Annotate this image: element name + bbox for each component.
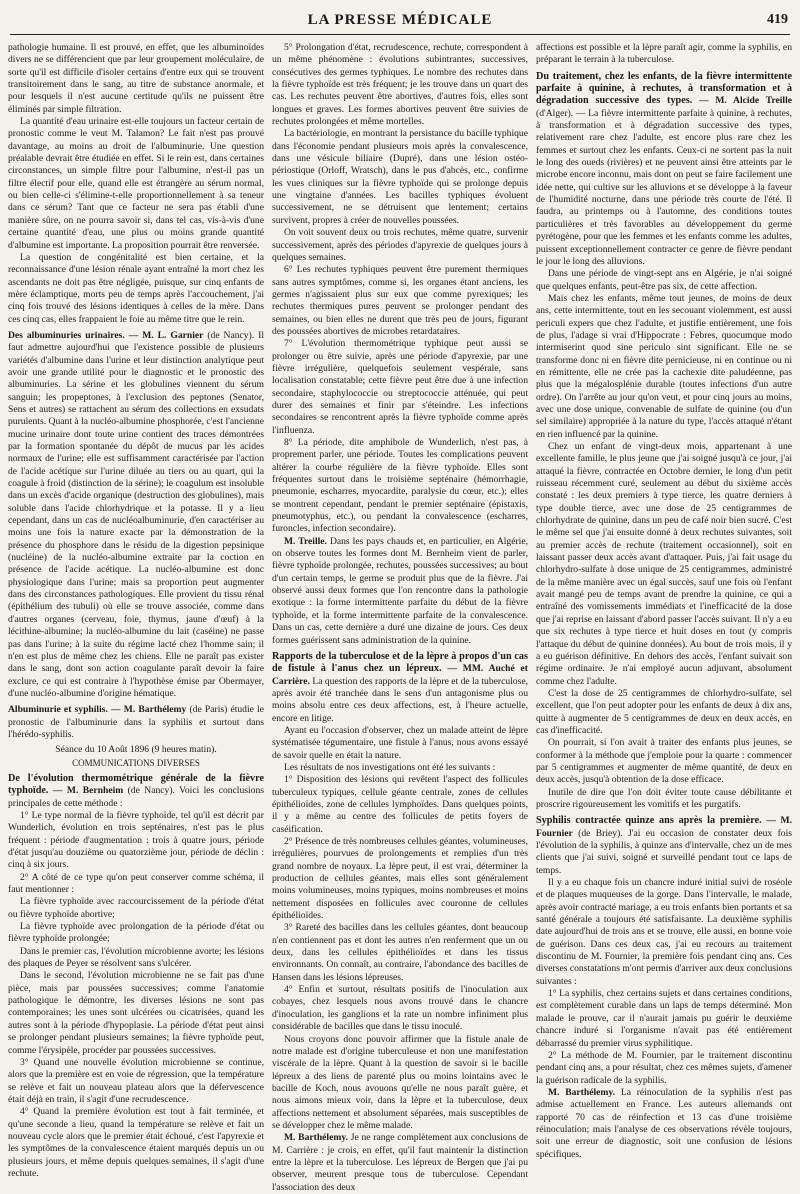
section-text: La réinoculation de la syphilis n'est pas admise actuellement en France. Les auteurs allemands ont rapporté 70 cas de réinfection et 13 cas d'une troisième réinoculation; mais l'analyse de ces observations révèle toujours, soit une erreur de diagnostic, soit une confusion de lésions spécifiques. xyxy=(536,1086,792,1160)
section-author: — M. L. Garnier xyxy=(128,329,204,341)
section-heading: M. Treille. xyxy=(284,535,327,547)
paragraph: 1° Disposition des lésions qui revêtent l'aspect des follicules tuberculeux typiques, cellule géante centrale, zones de cellules épithélioïdes, zone de cellules lymphoïdes. Dans quelques points, il y a même au centre des follicules de petits foyers de caséification. xyxy=(272,774,528,835)
section-author: — M. Bernheim xyxy=(52,785,124,797)
section-text: Je ne range complètement aux conclusions de M. Carrière : je crois, en effet, qu'il faut maintenir la distinction entre la lèpre et la tuberculose. Les lépreux de Bergen que j'ai pu observer, meurent presque tous de tuberculose. Cependant l'association des deux xyxy=(272,1132,528,1193)
section-text: (d'Alger). — La fièvre intermittente parfaite à quinine, à rechutes, à transformation et à dégradation successive des types, relativement rare chez l'adulte, est encore plus rare chez les femmes et surtout chez les enfants. Ceux-ci ne sortent pas la nuit le long des oueds (rivières) et ne peuvent ainsi être atteints par le microbe encore inconnu, mais dont on peut se faire facilement une idée nette, qui cultive sur les alluvions et se développe à la faveur de l'humidité nocturne, dans une période très courte de l'été. Il faudra, au printemps ou à l'automne, des conditions toutes particulières et très favorables au développement du germe pyrétogène, pour que les femmes et les enfants comme les adultes, puissent exceptionnellement contracter ce genre de fièvre pendant le jour le long des alluvions. xyxy=(536,107,792,267)
list-item: 2° A côté de ce type qu'on peut conserver comme schéma, il faut mentionner : xyxy=(8,871,264,896)
list-item: Dans le premier cas, l'évolution microbienne avorte; les lésions des plaques de Peyer se résolvent sans s'ulcérer. xyxy=(8,945,264,970)
section-heading: Albuminurie et syphilis. xyxy=(8,704,108,716)
paragraph: Il y a eu chaque fois un chancre induré initial suivi de roséole et de plaques muqueuses de la gorge. Dans l'intervalle, le malade, après avoir contracté mariage, a eu trois enfants bien portants et sa santé générale a toujours été satisfaisante. La deuxième syphilis date aujourd'hui de trois ans et se trouve, elle aussi, en bonne voie de guérison. Dans ces deux cas, j'ai eu recours au traitement discontinu de M. Fournier, la première fois pendant cinq ans. Ces diverses constatations m'ont permis d'arriver aux deux conclusions suivantes : xyxy=(536,877,792,987)
section-heading: Des albuminuries urinaires. xyxy=(8,329,125,341)
section-text: (de Briey). J'ai eu occasion de constater deux fois l'évolution de la syphilis, à quinze ans d'intervalle, chez un de mes clients que j'ai suivi, soigné et surveillé pendant tout ce laps de temps. xyxy=(536,827,792,876)
column-2 xyxy=(272,42,528,1193)
list-item: La fièvre typhoïde avec prolongation de la période d'état ou fièvre typhoïde prolongée; xyxy=(8,921,264,945)
section-author: — M. Barthélemy xyxy=(111,704,187,716)
paragraph: C'est la dose de 25 centigrammes de chlorhydro-sulfate, sel excellent, que l'on peut adopter pour les enfants de deux à dix ans, quitte à augmenter de 5 centigrammes de deux en deux accès, en cas d'inefficacité. xyxy=(536,687,792,736)
paragraph: 7° L'évolution thermométrique typhique peut aussi se prolonger ou être suivie, après une période d'apyrexie, par une fièvre irrégulière, quelquefois seulement vespérale, sans localisation constatable; cette fièvre peut être due à une infection secondaire, staphylococcie ou streptococcie atténuée, qui peut durer des semaines et finir par s'éteindre. Les infections secondaires se rencontrent après la fièvre typhoïde comme après l'influenza. xyxy=(272,338,528,436)
section-heading: M. Barthélemy. xyxy=(548,1086,616,1098)
section-author: — M. Alcide Treille xyxy=(699,95,793,107)
list-item: 3° Quand une nouvelle évolution microbienne se continue, alors que la première est en voie de régression, que la température se relève et fait un nouveau plateau alors que la défervescence était déjà en train, il s'agit d'une recrudescence. xyxy=(8,1056,264,1105)
section-text: (de Nancy). Il faut admettre aujourd'hui que l'existence possible de plusieurs variétés d'albumine dans l'urine et leur distinction analytique peut avoir une grande utilité pour le diagnostic et le pronostic des albuminuries. La sérine et les globulines viennent du sérum sanguin; les propeptones, à l'exclusion des peptones (Senator, Sens et autres) se rattachent au sérum des collections en exsudats purulents. Quant à la nucléo-albumine phosphorée, c'est l'ancienne mucine urinaire dont toute urine contient des traces démontrées par la formation spontanée du dépôt de mucus par les acides normaux de l'urine; elle est suffisamment caractérisée par l'action de l'acide acétique sur l'urine diluée au tiers ou au quart, qui la coagule à froid (distinction de la sérine); le coagulum est insoluble dans un excès d'acide organique (destruction des globulines), mais soluble dans l'acide chlorhydrique et la potasse. Il y a lieu cependant, dans un cas de nucléoalbuminurie, d'en caractériser au moins une fois la nature exacte par la démonstration de la présence du phosphore dans le résidu de la digestion pepsinique (nucléine) de la nucléo-albumine extraite par la coction en présence de l'acide acétique. La nucléo-albumine est donc physiologique dans l'urine; mais sa proportion peut augmenter dans des circonstances pathologiques. Elle provient du tissu rénal (épithélium des tubuli) où elle se trouve associée, comme dans d'autres organes (cerveau, foie, thymus, jaune d'œuf) à la lécithine-albumine; la nucléo-albumine du lait (caséine) ne passe pas dans l'urine; à la suite du régime lacté chez l'homme sain; il n'en est plus de même chez les chiens. Elle ne paraît pas exister dans le sang, dont son action coagulante paraît devoir la faire exclure, ce qui est contraire à l'hypothèse émise par Obermayer, d'une nucléo-albumine d'origine hématique. xyxy=(8,329,264,699)
section-heading: Syphilis contractée quinze ans après la première. xyxy=(536,815,762,827)
paragraph: On voit souvent deux ou trois rechutes, même quatre, survenir successivement, après des périodes d'apyrexie de quelques jours à quelques semaines. xyxy=(272,227,528,263)
rubric: COMMUNICATIONS DIVERSES xyxy=(72,757,200,768)
section-heading: De l'évolution thermométrique générale de la fièvre typhoïde. xyxy=(8,772,264,797)
list-item: 1° Le type normal de la fièvre typhoïde, tel qu'il est décrit par Wunderlich, évolution en trois septénaires, n'est pas le plus fréquent : période d'augmentation : trois à quatre jours, période d'état jusqu'au douzième ou quatorzième jour, période de déclin : cinq à six jours. xyxy=(8,809,264,871)
section-barthelemy-2 xyxy=(536,1087,792,1161)
section-author: — M. Fournier xyxy=(536,815,792,839)
paragraph: affections est possible et la lèpre paraît agir, comme la syphilis, en préparant le terrain à la tuberculose. xyxy=(536,42,792,66)
column-3 xyxy=(536,42,793,1160)
journal-title: LA PRESSE MÉDICALE xyxy=(307,12,493,28)
paragraph: Mais chez les enfants, même tout jeunes, de moins de deux ans, cette intermittente, tout en les secouant violemment, est aussi periculi expers que chez l'adulte, et justifie entièrement, une fois de plus, l'adage si vrai d'Hippocrate : Febres, quocumque modo intermiserint quod sine periculo sint significant. Elle ne se transforme donc ni en fièvre dite pernicieuse, ni en continue ou ni en rémittente, elle ne crée pas la cachexie dite paludéenne, pas plus que la mégalosplénie durable (toutes infections d'un autre ordre). On l'arrête au jour qu'on veut, et pour cinq jours au moins, avec une dose unique, convenable de sulfate de quinine (ou d'un sel similaire) appropriée à la nature du type, l'accès attaqué n'étant en rien influencé par la quinine. xyxy=(536,292,792,440)
section-text: (de Nancy). Voici les conclusions principales de cette méthode : xyxy=(8,785,264,809)
section-text: (de Paris) étudie le pronostic de l'albuminurie dans la syphilis et surtout dans l'hérédo-syphilis. xyxy=(8,704,264,740)
paragraph: Inutile de dire que l'on doit éviter toute cause débilitante et proscrire rigoureusement les vomitifs et les purgatifs. xyxy=(536,786,792,810)
section-barthelemy xyxy=(272,1132,528,1194)
paragraph: 1° La syphilis, chez certains sujets et dans certaines conditions, est complètement curable dans un laps de temps déterminé. Mon malade le prouve, car il n'aurait jamais pu guérir le deuxième chancre induré si l'organisme n'avait pas été entièrement débarrassé du premier virus syphilitique. xyxy=(536,988,792,1049)
section-albuminurie-syphilis xyxy=(8,704,264,741)
page-header xyxy=(10,12,790,35)
list-item: 4° Quand la première évolution est tout à fait terminée, et qu'une seconde a lieu, quand la température se relève et fait un nouveau cycle alors que le premier était échoué, c'est l'apyrexie et les symptômes de la convalescence étaient marqués depuis un ou plusieurs jours, et même depuis quelques semaines, il s'agit d'une rechute. xyxy=(8,1106,264,1179)
section-fievre-typhoide xyxy=(8,773,264,810)
paragraph: 8° La période, dite amphibole de Wunderlich, n'est pas, à proprement parler, une période. Toutes les complications peuvent altérer la courbe régulière de la fièvre typhoïde. Elles sont fréquentes surtout dans le troisième septénaire (hémorrhagie, pneumonie, escharres, myocardite, paralysie du cœur, etc.); elles se montrent cependant, pendant le premier septénaire (épistaxis, pneumotyphus, etc.), ou pendant la convalescence (escharres, furoncles, infection secondaire). xyxy=(272,437,528,535)
section-author: — MM. Auché et Carrière. xyxy=(272,663,528,687)
paragraph: 2° La méthode de M. Fournier, par le traitement discontinu pendant cinq ans, a pour résultat, chez ces mêmes sujets, d'amener la guérison radicale de la syphilis. xyxy=(536,1049,792,1086)
section-lepre-tuberculose xyxy=(272,651,528,725)
section-heading: Du traitement, chez les enfants, de la fièvre intermittente parfaite à quinine, à rechutes, à transformation et à dégradation successive des types. xyxy=(536,70,792,107)
paragraph: La question de congénitalité est bien certaine, et la reconnaissance d'une lésion rénale ayant entraîné la mort chez les ascendants ne doit pas être négligée, puisque, sur cinq enfants de mère éclamptique, morts peu de temps après l'accouchement, j'ai cinq fois trouvé des lésions identiques à celles de la mère. Dans ces cinq cas, elles frappaient le foie au même titre que le rein. xyxy=(8,251,264,325)
paragraph: Nous croyons donc pouvoir affirmer que la fistule anale de notre malade est d'origine tuberculeuse et non une manifestation viscérale de la lèpre. Quant à la question de savoir si le bacille lépreux a des liens de parenté plus ou moins lointains avec le bacille de Koch, nous avouons qu'elle ne nous paraît guère, et nous aimons mieux voir, dans la lèpre et la tuberculose, deux affections nettement et absolument séparées, mais susceptibles de se développer chez le même malade. xyxy=(272,1033,528,1131)
section-syphilis-quinze-ans xyxy=(536,815,792,877)
paragraph: 4° Enfin et surtout, résultats positifs de l'inoculation aux cobayes, chez lesquels nous avons trouvé dans le chancre d'inoculation, les ganglions et la rate un nombre infiniment plus considérable de bacilles que dans le tissu inoculé. xyxy=(272,984,528,1033)
section-albuminuries xyxy=(8,330,264,700)
paragraph: 2° Présence de très nombreuses cellules géantes, volumineuses, irrégulières, pourvues de prolongements et remplies d'un très grand nombre de noyaux. La lèpre peut, il est vrai, déterminer la production de cellules géantes, mais elles sont généralement moins volumineuses, moins typiques, moins nombreuses et moins nettement disposées en follicules avec couronne de cellules épithélioïdes. xyxy=(272,836,528,922)
paragraph: Les résultats de nos investigations ont été les suivants : xyxy=(284,761,496,773)
section-treille xyxy=(272,536,528,647)
list-item: La fièvre typhoïde avec raccourcissement de la période d'état ou fièvre typhoïde abortive; xyxy=(8,896,264,920)
paragraph: 6° Les rechutes typhiques peuvent être purement thermiques sans autres symptômes, comme si, les organes étant anciens, les germes n'agissaient plus sur eux que comme pyrexiques; les rechutes thermiques pures peuvent se prolonger pendant des semaines, ou bien elles ne durent que très peu de jours, figurant des poussées abortives de microbes retardataires. xyxy=(272,264,528,337)
paragraph: Dans une période de vingt-sept ans en Algérie, je n'ai soigné que quelques enfants, peut-être pas six, de cette affection. xyxy=(536,268,792,292)
paragraph: On pourrait, si l'on avait à traiter des enfants plus jeunes, se conformer à la méthode que j'emploie pour la quarte : commencer par 5 centigrammes et augmenter de même quantité, de deux en deux accès, jusqu'à obtention de la dose efficace. xyxy=(536,737,792,786)
session-date: Séance du 10 Août 1896 (9 heures matin). xyxy=(55,744,217,756)
section-text: Dans les pays chauds et, en particulier, en Algérie, on observe toutes les formes dont M. Bernheim vient de parler, fièvre typhoïde prolongée, rechutes, poussées successives; au bout d'un certain temps, le germe se produit plus que de la fièvre. J'ai observé aussi deux formes que l'on rencontre dans la pathologie exotique : la forme intermittente parfaite du début de la fièvre typhoïde, et la forme intermittente parfaite de la convalescence. Dans un cas, cette dernière a duré une dizaine de jours. Ces deux formes guérissent sans administration de la quinine. xyxy=(272,535,528,646)
paragraph: La bactériologie, en montrant la persistance du bacille typhique dans l'économie pendant plusieurs mois après la convalescence, dans une vésicule biliaire (Dupré), dans une lésion ostéo-périostique (Orloff, Wratsch), dans le pus d'abcès, etc., confirme les vues cliniques sur la fièvre typhoïde qui se prolonge depuis une vingtaine d'années. Les bacilles typhiques évoluent successivement, ne se détruisent que lentement; certains survivent, propres à créer de nouvelles poussées. xyxy=(272,128,528,226)
paragraph: 3° Rareté des bacilles dans les cellules géantes, dont beaucoup n'en contiennent pas et dont les autres n'en renferment que un ou deux, dans les cellules épithélioïdes et dans les tissus environnants. On connaît, au contraire, l'abondance des bacilles de Hansen dans les lésions lépreuses. xyxy=(272,922,528,983)
paragraph: pathologie humaine. Il est prouvé, en effet, que les albuminoïdes divers ne se différencient que par leur groupement moléculaire, de sorte qu'il est difficile d'isoler certains d'entre eux qui se trouvent transitoirement dans le sang, au titre de substance anormale, et pour lesquels il n'est aucune certitude qu'ils ne puissent être éliminés par simple filtration. xyxy=(8,42,264,115)
paragraph: Chez un enfant de vingt-deux mois, appartenant à une excellente famille, le plus jeune que j'ai soigné jusqu'à ce jour, j'ai attaqué la fièvre, contractée en Octobre dernier, le long d'un petit ruisseau récemment curé, seulement au début du sixième accès constaté : les deux premiers à type tierce, les quatre derniers à type double tierce, avec une dose de 25 centigrammes de chlorhydrate de quinine, dans un peu de café noir bien sucré. C'est le même sel que j'ai ensuite donné à deux rechutes suivantes, soit au premier accès de rechute (traitement occasionnel), soit en laissant passer deux accès avant d'attaquer. Puis, j'ai fait usage du chlorhydro-sulfate à dose unique de 25 centigrammes, administré de la même manière avec un égal succès, sauf une fois où l'enfant avait mangé peu de temps avant de prendre la quinine, ce qui a entraîné des vomissements immédiats et l'inefficacité de la dose que j'ai reprise en laissant d'abord passer l'accès suivant. Il n'y a eu que six rechutes à type tierce et huit doses en tout (y compris l'attaque du début de quinine données). Au bout de trois mois, il y a eu guérison définitive. En dehors des accès, l'enfant suivait son régime ordinaire. Je n'ai employé aucun adjuvant, absolument comme chez l'adulte. xyxy=(536,441,792,687)
section-heading: M. Barthélemy. xyxy=(284,1132,349,1144)
paragraph: Ayant eu l'occasion d'observer, chez un malade atteint de lèpre systématisée tégumentaire, une fistule à l'anus, nous avons essayé de savoir quelle en était la nature. xyxy=(272,724,528,761)
section-heading: Rapports de la tuberculose et de la lèpre à propos d'un cas de fistule à l'anus chez un lépreux. xyxy=(272,650,528,675)
page-number: 419 xyxy=(767,12,788,27)
paragraph: 5° Prolongation d'état, recrudescence, rechute, correspondent à un même phénomène : évolutions subintrantes, successives, consécutives des germes typhiques. Le nombre des rechutes dans la fièvre typhoïde est très fréquent; je les trouve dans un quart des cas. Les rechutes peuvent être abortives, d'autres fois, elles sont longues et graves. Les formes abortives peuvent être suivies de rechutes prolongées et même mortelles. xyxy=(272,42,528,128)
list-item: Dans le second, l'évolution microbienne ne se fait pas d'une pièce, mais par poussées successives; comme l'anatomie pathologique le démontre, les diverses lésions ne sont pas contemporaines; les unes sont ulcérées ou cicatrisées, quand les autres sont à la période d'hypoplasie. La période d'état peut ainsi se prolonger pendant plusieurs semaines; la fièvre typhoïde peut, comme l'érysipèle, procéder par poussées successives. xyxy=(8,970,264,1056)
section-text: La question des rapports de la lèpre et de la tuberculose, après avoir été tranchée dans le sens d'un antagonisme plus ou moins absolu entre ces deux affections, est, à l'heure actuelle, encore en litige. xyxy=(272,675,528,724)
column-1 xyxy=(8,42,264,1179)
section-traitement-enfants xyxy=(536,71,792,269)
paragraph: La quantité d'eau urinaire est-elle toujours un facteur certain de pronostic comme le veut M. Talamon? Le fait n'est pas prouvé davantage, au moins au droit de l'albuminurie. Une question préalable devrait être étudiée en effet. Si le rein est, dans certaines circonstances, un simple filtre pour l'albumine, n'est-il pas un filtre électif pour elle, quand elle est étrangère au sérum normal, ou bien celle-ci s'élimine-t-elle proportionnellement à sa teneur dans ce sérum? Tant que ce facteur ne sera pas établi d'une manière sûre, on ne pourra savoir si, dans tel cas, vis-à-vis d'une certaine quantité d'eau, une plus ou moins grande quantité d'albumine est importante. La proposition pourrait être renversée. xyxy=(8,116,264,251)
